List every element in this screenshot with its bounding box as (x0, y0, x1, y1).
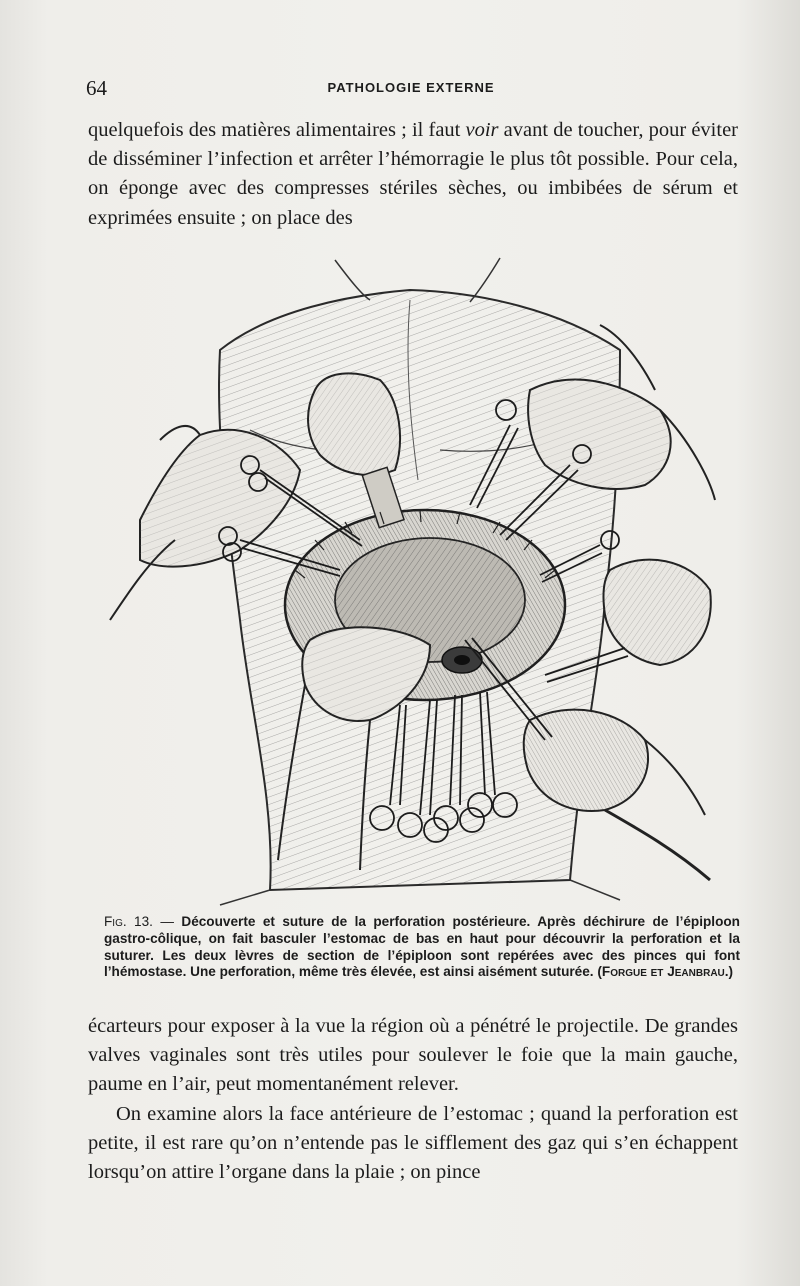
paragraph-examine: On examine alors la face antérieure de l’estomac ; quand la perforation est petite, il est rare qu’on n’entende pas le sifflement des gaz qui s’en échappent lorsqu’on attire l’organe dans la plaie ; on pince (88, 1102, 738, 1184)
bottom-text (88, 1012, 738, 1187)
surgical-engraving (100, 240, 740, 910)
figure-caption-text: Découverte et suture de la perforation postérieure. Après déchirure de l’épiploon gastro-côlique, on fait basculer l’estomac de bas en haut pour découvrir la perforation et la suturer. Les deux lèvres de section de l’épiploon sont repérées avec des pinces qui font l’hémostase. Une perforation, même très élevée, est ainsi aisément suturée. (104, 914, 740, 980)
running-title: PATHOLOGIE EXTERNE (327, 80, 495, 95)
figure-caption (104, 914, 740, 981)
top-paragraph-text-2: avant de toucher, pour éviter de disséminer l’infection et arrêter l’hémorragie le plus tôt possible. Pour cela, on éponge avec des compresses stériles sèches, ou imbibées de sérum et exprimées ensuite ; on place des (88, 119, 738, 229)
paragraph-ecarteurs: écarteurs pour exposer à la vue la région où a pénétré le projectile. De grandes valves vaginales sont très utiles pour soulever le foie que la main gauche, paume en l’air, peut momentanément relever. (88, 1015, 738, 1096)
top-paragraph (88, 116, 738, 233)
top-paragraph-text-1: quelquefois des matières alimentaires ; il faut (88, 119, 466, 141)
figure-credit-close: .) (724, 964, 734, 980)
figure-credit-open: ( (593, 964, 602, 980)
page-header (86, 72, 736, 102)
page-number: 64 (86, 76, 107, 100)
figure-credit: Forgue et Jeanbrau (601, 964, 725, 980)
top-paragraph-italic: voir (465, 119, 499, 141)
surgical-illustration (100, 240, 740, 910)
figure-label: Fig. 13. — (104, 914, 182, 929)
